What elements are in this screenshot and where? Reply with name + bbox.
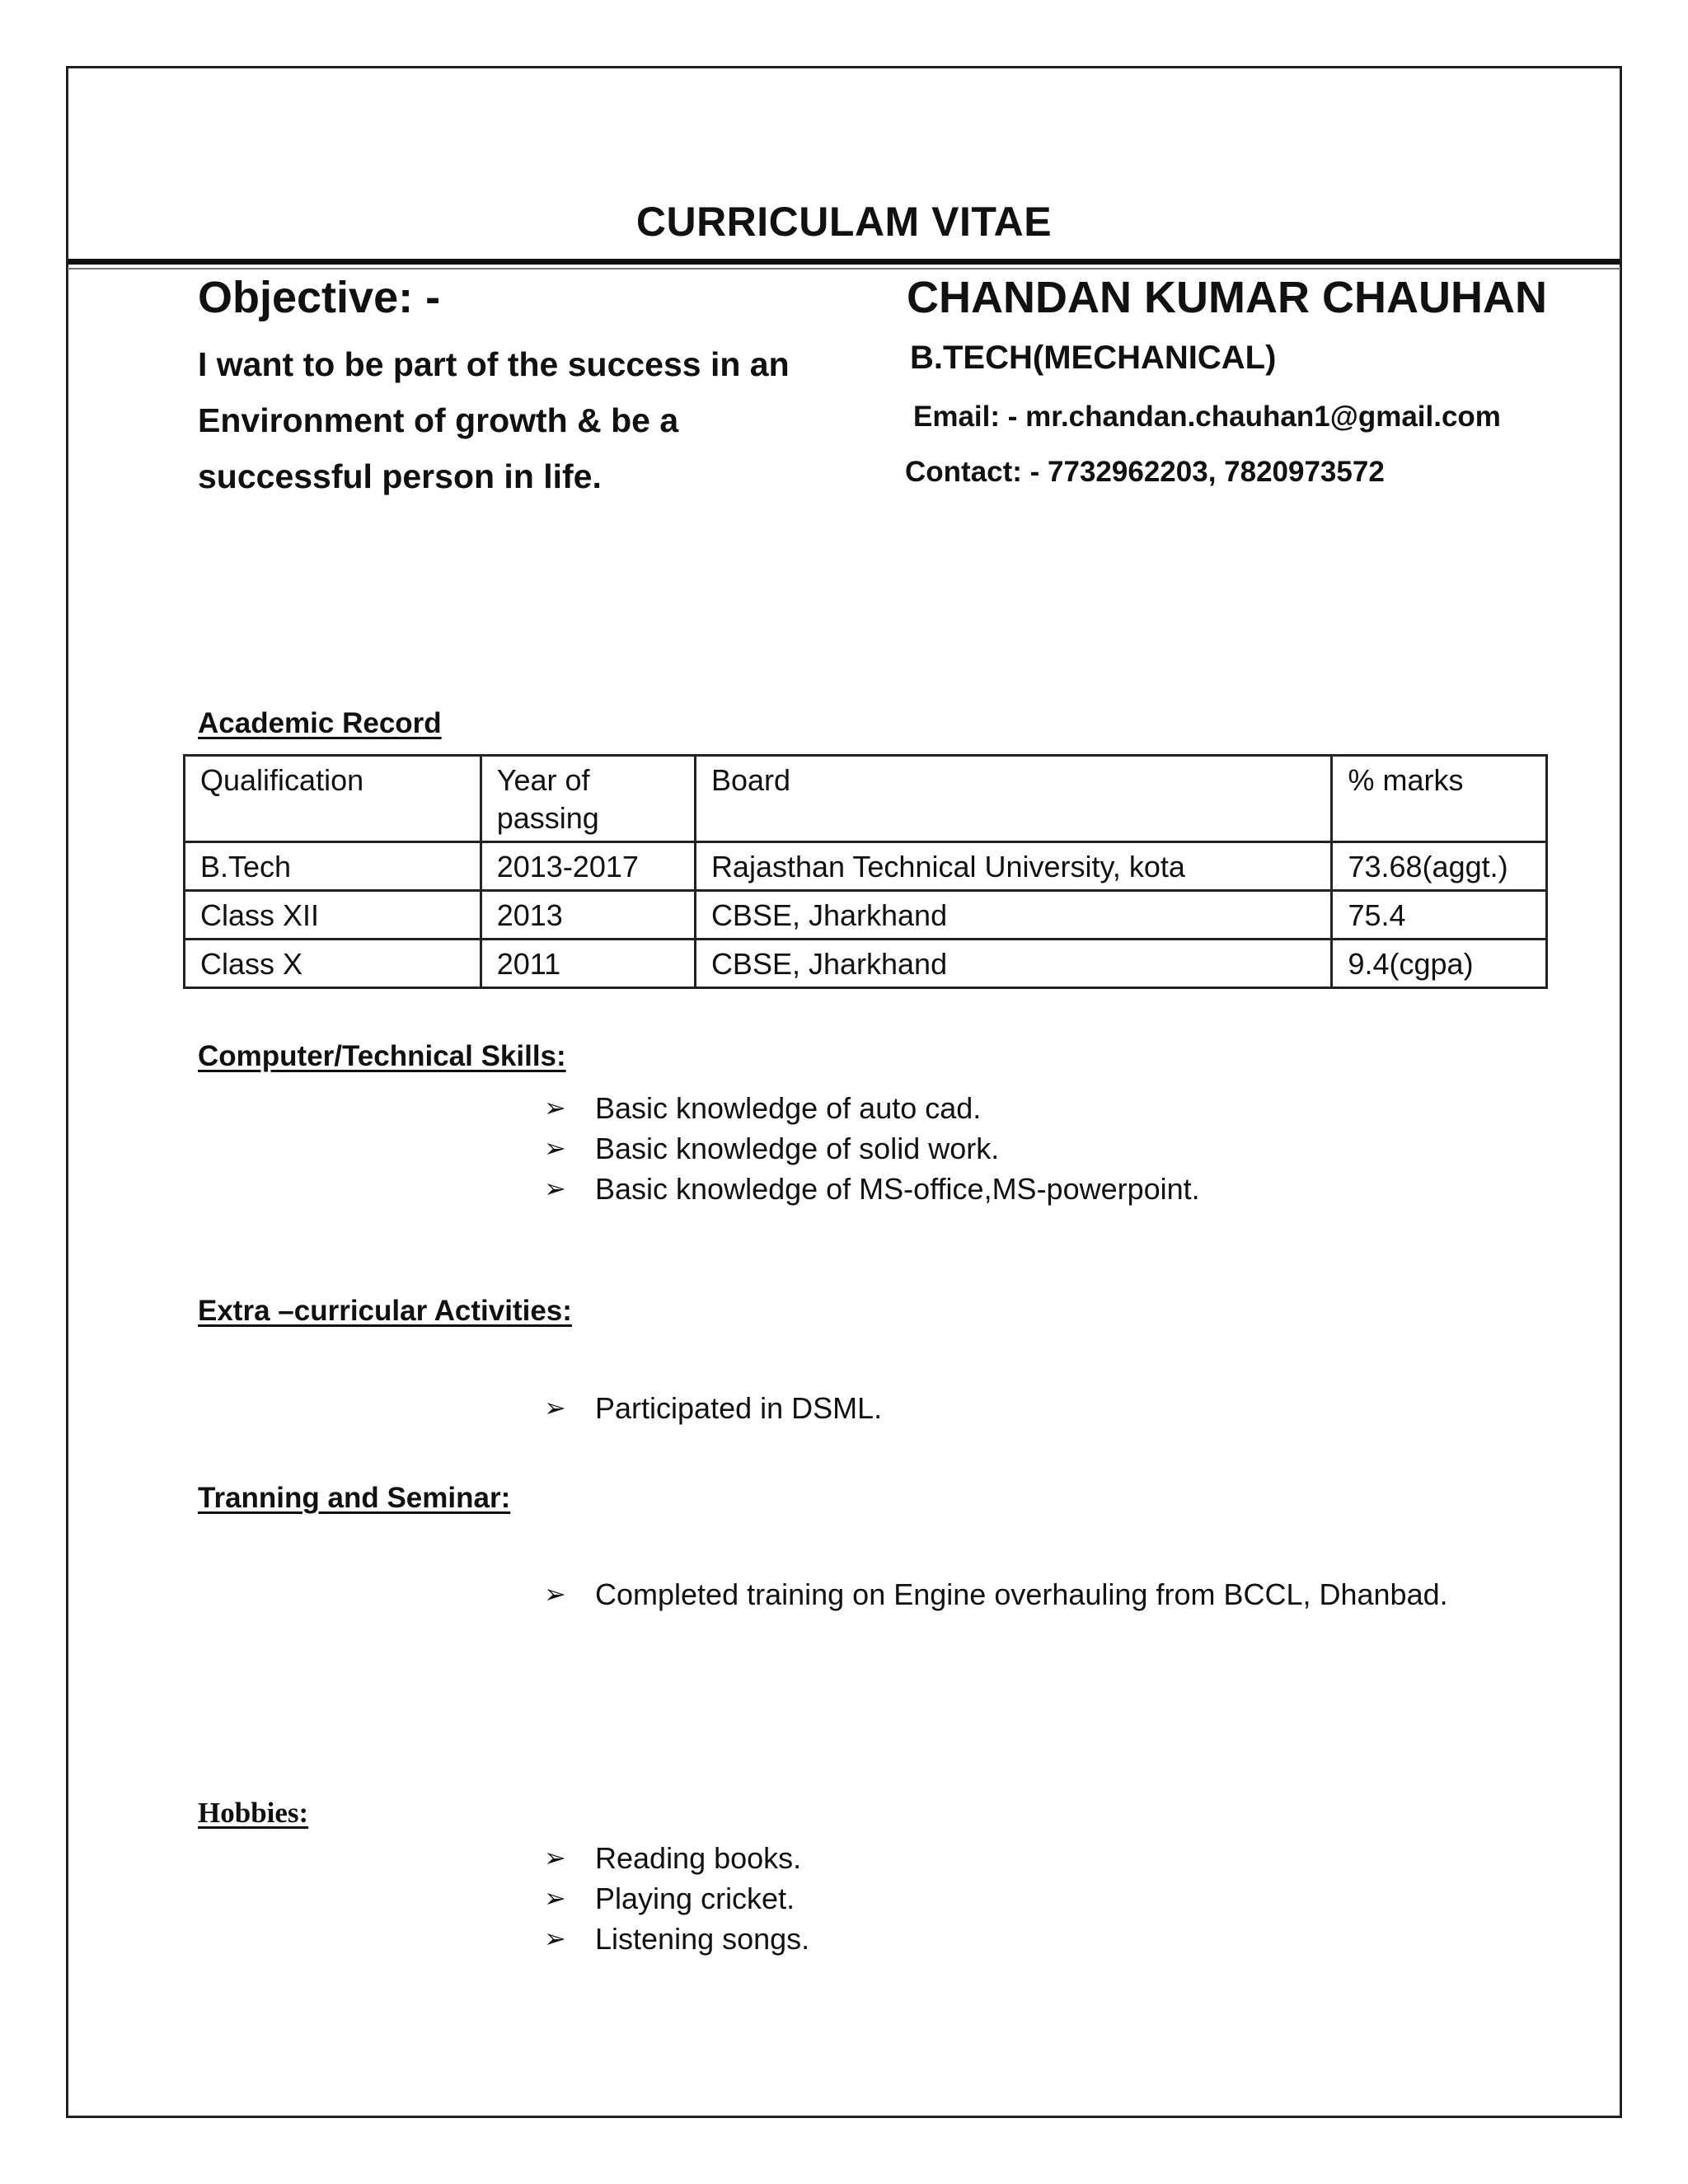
- table-row: [185, 842, 1547, 891]
- objective-line: successful person in life.: [198, 457, 602, 495]
- arrowhead-bullet-icon: ➢: [544, 1133, 566, 1163]
- list-item: ➢ Basic knowledge of auto cad.: [544, 1088, 1200, 1128]
- training-seminar-list: [544, 1574, 1448, 1615]
- candidate-contact: Contact: - 7732962203, 7820973572: [905, 456, 1385, 488]
- arrowhead-bullet-icon: ➢: [544, 1924, 566, 1953]
- candidate-name: CHANDAN KUMAR CHAUHAN: [907, 273, 1547, 322]
- title-divider: [68, 259, 1620, 265]
- list-item: ➢ Basic knowledge of MS-office,MS-powerpoint.: [544, 1169, 1200, 1209]
- page-title: CURRICULAM VITAE: [635, 199, 1053, 245]
- table-cell: CBSE, Jharkhand: [695, 891, 1332, 940]
- training-seminar-heading: Tranning and Seminar:: [198, 1482, 511, 1514]
- objective-text: [198, 336, 824, 504]
- table-cell: 2013: [481, 891, 695, 940]
- table-cell: 73.68(aggt.): [1332, 842, 1547, 891]
- list-item: ➢ Reading books.: [544, 1838, 809, 1878]
- table-cell: 2011: [481, 940, 695, 988]
- table-header-cell: Qualification: [185, 756, 481, 842]
- list-item: ➢ Listening songs.: [544, 1919, 809, 1959]
- table-cell: Class XII: [185, 891, 481, 940]
- list-item: ➢ Basic knowledge of solid work.: [544, 1128, 1200, 1169]
- academic-record-heading: Academic Record: [198, 707, 442, 739]
- technical-skills-list: [544, 1088, 1200, 1209]
- arrowhead-bullet-icon: ➢: [544, 1883, 566, 1913]
- arrowhead-bullet-icon: ➢: [544, 1393, 566, 1422]
- objective-line: Environment of growth & be a: [198, 401, 679, 439]
- table-header-row: [185, 756, 1547, 842]
- list-item: ➢ Completed training on Engine overhauling from BCCL, Dhanbad.: [544, 1574, 1448, 1615]
- candidate-email: Email: - mr.chandan.chauhan1@gmail.com: [913, 401, 1501, 433]
- title-divider-shadow: [68, 268, 1620, 269]
- table-row: [185, 891, 1547, 940]
- table-cell: 75.4: [1332, 891, 1547, 940]
- arrowhead-bullet-icon: ➢: [544, 1579, 566, 1609]
- table-cell: 2013-2017: [481, 842, 695, 891]
- table-cell: CBSE, Jharkhand: [695, 940, 1332, 988]
- hobbies-list: [544, 1838, 809, 1959]
- table-header-cell: Board: [695, 756, 1332, 842]
- extra-curricular-list: [544, 1388, 882, 1428]
- table-header-cell: Year of passing: [481, 756, 695, 842]
- table-row: [185, 940, 1547, 988]
- objective-line: I want to be part of the success in an: [198, 345, 790, 383]
- candidate-degree: B.TECH(MECHANICAL): [910, 340, 1277, 376]
- list-item: ➢ Participated in DSML.: [544, 1388, 882, 1428]
- arrowhead-bullet-icon: ➢: [544, 1843, 566, 1872]
- table-cell: B.Tech: [185, 842, 481, 891]
- table-cell: Class X: [185, 940, 481, 988]
- hobbies-heading: Hobbies:: [198, 1797, 309, 1829]
- list-item: ➢ Playing cricket.: [544, 1878, 809, 1919]
- table-cell: Rajasthan Technical University, kota: [695, 842, 1332, 891]
- arrowhead-bullet-icon: ➢: [544, 1093, 566, 1122]
- table-cell: 9.4(cgpa): [1332, 940, 1547, 988]
- objective-heading: Objective: -: [198, 273, 441, 322]
- table-header-cell: % marks: [1332, 756, 1547, 842]
- technical-skills-heading: Computer/Technical Skills:: [198, 1040, 566, 1072]
- arrowhead-bullet-icon: ➢: [544, 1174, 566, 1203]
- academic-record-table: [183, 754, 1548, 989]
- extra-curricular-heading: Extra –curricular Activities:: [198, 1295, 572, 1327]
